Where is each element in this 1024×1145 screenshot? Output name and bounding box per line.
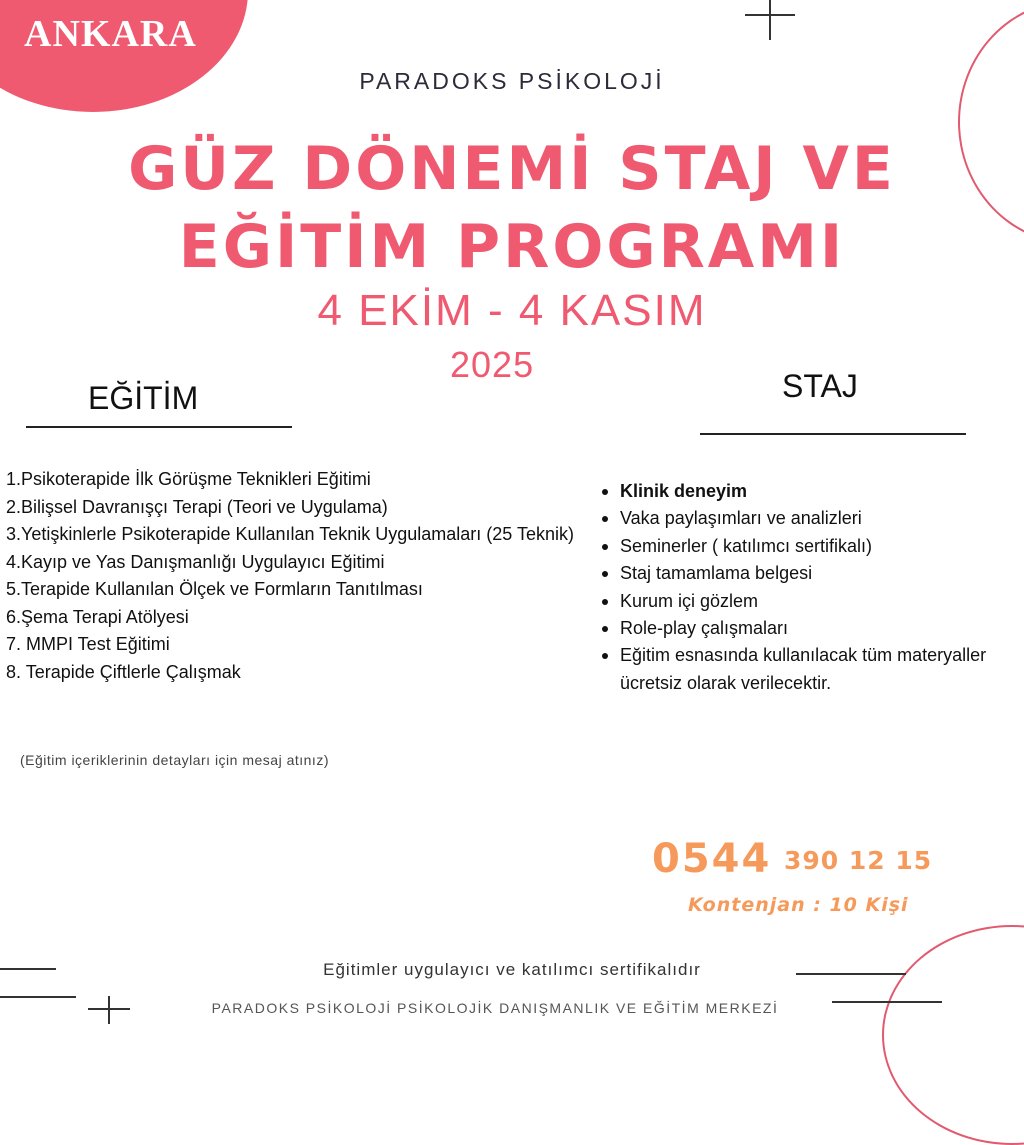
staj-item: Seminerler ( katılımcı sertifikalı) — [600, 533, 1000, 560]
egitim-list — [6, 466, 576, 686]
bullet-icon — [602, 516, 608, 522]
egitim-item: 5.Terapide Kullanılan Ölçek ve Formların Tanıtılması — [6, 579, 423, 599]
staj-item: Vaka paylaşımları ve analizleri — [600, 505, 1000, 532]
egitim-item: 4.Kayıp ve Yas Danışmanlığı Uygulayıcı Eğitimi — [6, 551, 385, 572]
phone-number: 390 12 15 — [784, 846, 933, 875]
egitim-item: 8. Terapide Çiftlerle Çalışmak — [6, 661, 241, 682]
capacity-text: Kontenjan : 10 Kişi — [688, 894, 909, 916]
staj-heading: STAJ — [782, 368, 858, 404]
phone-prefix: 0544 — [652, 836, 772, 882]
footer-center-name: PARADOKS PSİKOLOJİ PSİKOLOJİK DANIŞMANLIK VE EĞİTİM MERKEZİ — [211, 1000, 779, 1016]
decorative-line — [0, 996, 76, 998]
egitim-heading: EĞİTİM — [88, 380, 199, 416]
brand-name: PARADOKS PSİKOLOJİ — [359, 68, 665, 94]
staj-divider — [700, 433, 966, 435]
certificate-note: Eğitimler uygulayıcı ve katılımcı sertifikalıdır — [323, 960, 701, 979]
bullet-icon — [602, 626, 608, 632]
decorative-circle-bottom-right — [882, 925, 1024, 1145]
program-dates: 4 EKİM - 4 KASIM — [317, 286, 707, 335]
bullet-icon — [602, 489, 608, 495]
program-year: 2025 — [450, 344, 535, 385]
egitim-item: 7. MMPI Test Eğitimi — [6, 634, 170, 654]
egitim-item: 6.Şema Terapi Atölyesi — [6, 606, 189, 627]
bullet-icon — [602, 599, 608, 605]
bullet-icon — [602, 653, 608, 659]
title-line-1: GÜZ DÖNEMİ STAJ VE — [128, 134, 896, 204]
city-badge-label: ANKARA — [24, 13, 197, 55]
staj-item: Klinik deneyim — [600, 478, 1000, 505]
staj-item: Eğitim esnasında kullanılacak tüm materyaller ücretsiz olarak verilecektir. — [600, 642, 1000, 697]
staj-item: Staj tamamlama belgesi — [600, 560, 1000, 587]
egitim-item: 1.Psikoterapide İlk Görüşme Teknikleri Eğitimi — [6, 469, 371, 489]
egitim-note: (Eğitim içeriklerinin detayları için mesaj atınız) — [20, 752, 329, 768]
title-line-2: EĞİTİM PROGRAMI — [178, 212, 846, 282]
egitim-item: 3.Yetişkinlerle Psikoterapide Kullanılan Teknik Uygulamaları (25 Teknik) — [6, 524, 574, 544]
egitim-divider — [26, 426, 292, 428]
page-title — [0, 130, 1024, 286]
egitim-item: 2.Bilişsel Davranışçı Terapi (Teori ve Uygulama) — [6, 496, 388, 517]
bullet-icon — [602, 571, 608, 577]
bullet-icon — [602, 544, 608, 550]
staj-item: Kurum içi gözlem — [600, 588, 1000, 615]
staj-item: Role-play çalışmaları — [600, 615, 1000, 642]
staj-list — [600, 478, 1000, 697]
